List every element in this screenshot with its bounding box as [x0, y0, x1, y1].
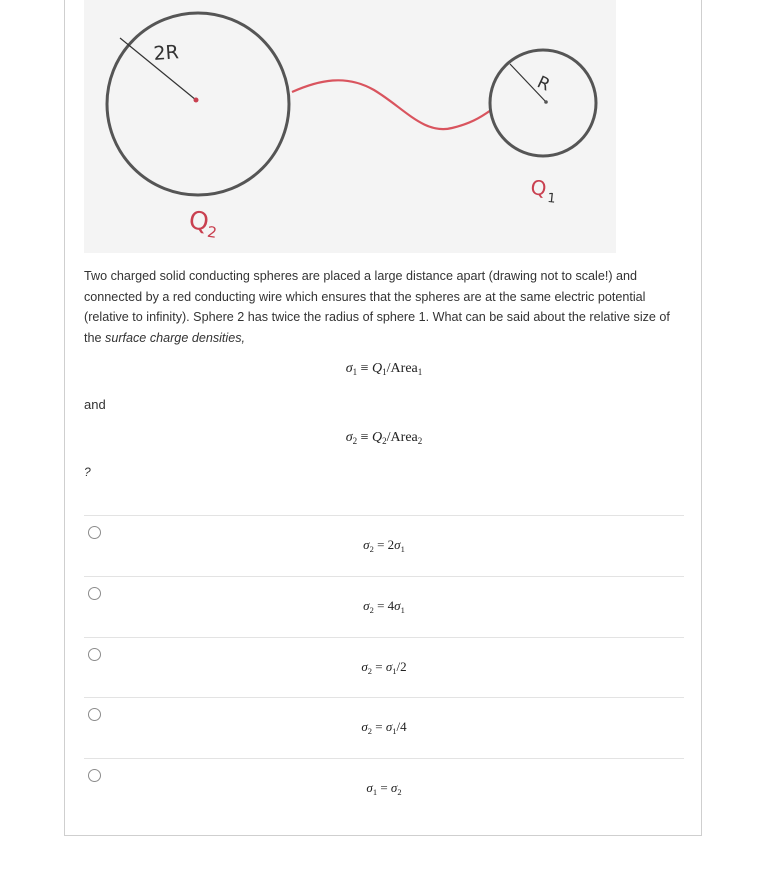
sphere-1-circle [490, 50, 596, 156]
spheres-figure [84, 0, 616, 253]
spheres-drawing [84, 0, 616, 253]
sphere-1-center-dot [544, 100, 548, 104]
question-stem-emphasis: surface charge densities, [105, 330, 246, 345]
answer-option-5[interactable] [84, 759, 684, 819]
sphere-2-center-dot [194, 98, 199, 103]
option-3-formula: $\sigma_2 = \sigma_1/2$ [361, 659, 407, 676]
answer-option-3[interactable] [84, 638, 684, 698]
equation-sigma-1: $\sigma_1$ ≡ $Q_1/Area_1$ [345, 361, 423, 377]
question-stem [84, 266, 684, 348]
question-mark: ? [84, 465, 91, 479]
answer-option-4[interactable] [84, 698, 684, 758]
question-stem-text: Two charged solid conducting spheres are placed a large distance apart (drawing not to scale!) and connected by a red conducting wire which ensures that the spheres are at the same electric potential (relative to infinity). Sphere 2 has twice the radius of sphere 1. What can be said about the relative size of the [84, 269, 670, 345]
label-big-charge: $Q_2$ [187, 205, 219, 242]
label-small-charge: $Q_1$ [529, 175, 557, 207]
answer-option-2[interactable] [84, 577, 684, 637]
and-text: and [84, 397, 106, 412]
sphere-2-circle [107, 13, 289, 195]
label-small-radius: R [533, 72, 554, 96]
option-5-formula: $\sigma_1 = \sigma_2$ [366, 780, 402, 797]
option-2-formula: $\sigma_2 = 4\sigma_1$ [363, 598, 405, 615]
equation-sigma-2: $\sigma_2$ ≡ $Q_2/Area_2$ [345, 430, 423, 446]
option-4-formula: $\sigma_2 = \sigma_1/4$ [361, 719, 407, 736]
label-big-radius: 2R [152, 41, 180, 65]
option-1-formula: $\sigma_2 = 2\sigma_1$ [363, 537, 405, 554]
answer-option-1[interactable] [84, 516, 684, 576]
conducting-wire [292, 80, 491, 129]
